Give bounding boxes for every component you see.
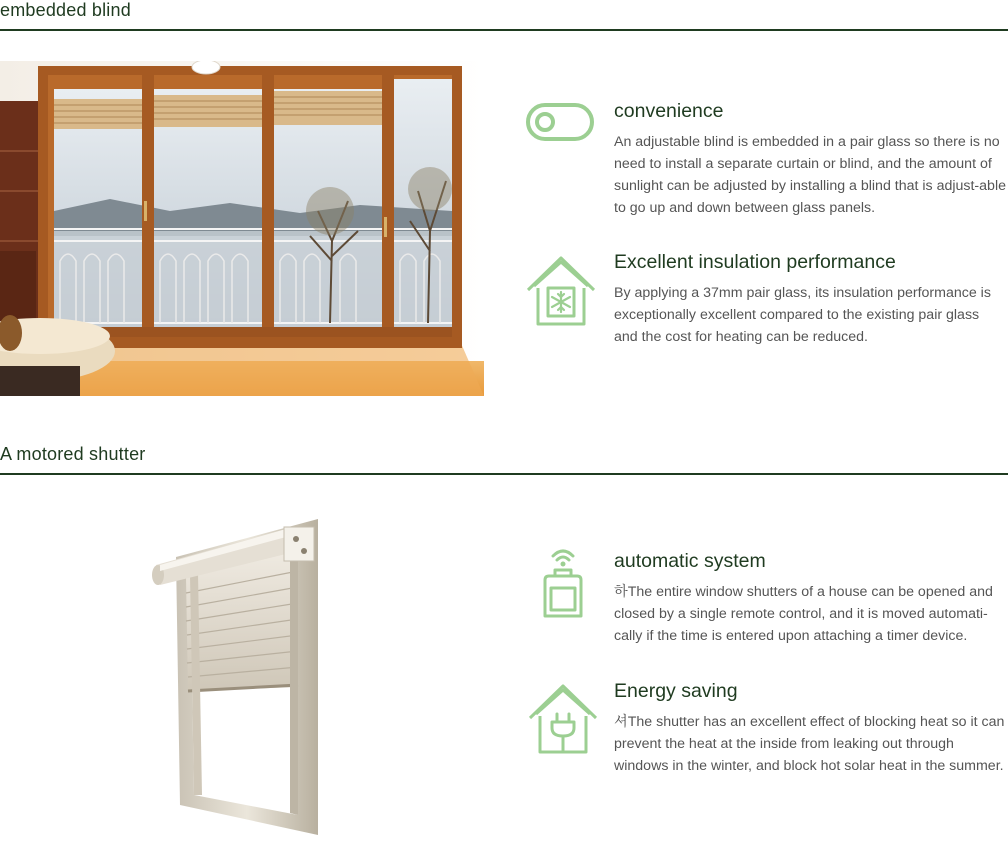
section-divider (0, 473, 1008, 475)
remote-control-icon (535, 546, 591, 627)
house-plug-icon (526, 682, 600, 759)
sliding-window-with-blinds-photo (0, 61, 484, 396)
house-snowflake-icon (524, 254, 598, 333)
section-title-motored-shutter: A motored shutter (0, 444, 146, 464)
section-title-embedded-blind: embedded blind (0, 0, 131, 20)
feature-title-insulation: Excellent insulation performance (614, 251, 896, 273)
section-divider (0, 29, 1008, 31)
feature-text-automatic-system: 하The entire window shutters of a house can be opened and closed by a single remote control, and it is moved automati-cally if the time is entered upon attaching a timer device. (614, 584, 993, 644)
toggle-switch-icon (524, 101, 596, 150)
feature-title-automatic-system: automatic system (614, 550, 766, 572)
feature-text-energy-saving: 셔The shutter has an excellent effect of blocking heat so it can prevent the heat at the inside from leaking out through windows in the winter, and block hot solar heat in the summer. (614, 714, 1005, 774)
feature-text-insulation: By applying a 37mm pair glass, its insulation performance is exceptionally excellent compared to the existing pair glass and the cost for heating can be reduced. (614, 285, 991, 345)
roller-shutter-window-photo (150, 515, 325, 840)
feature-title-convenience: convenience (614, 100, 724, 122)
feature-title-energy-saving: Energy saving (614, 680, 738, 702)
feature-text-convenience: An adjustable blind is embedded in a pair glass so there is no need to install a separate curtain or blind, and the amount of sunlight can be adjusted by installing a blind that is adjust-able to go up and down between glass panels. (614, 134, 1006, 216)
